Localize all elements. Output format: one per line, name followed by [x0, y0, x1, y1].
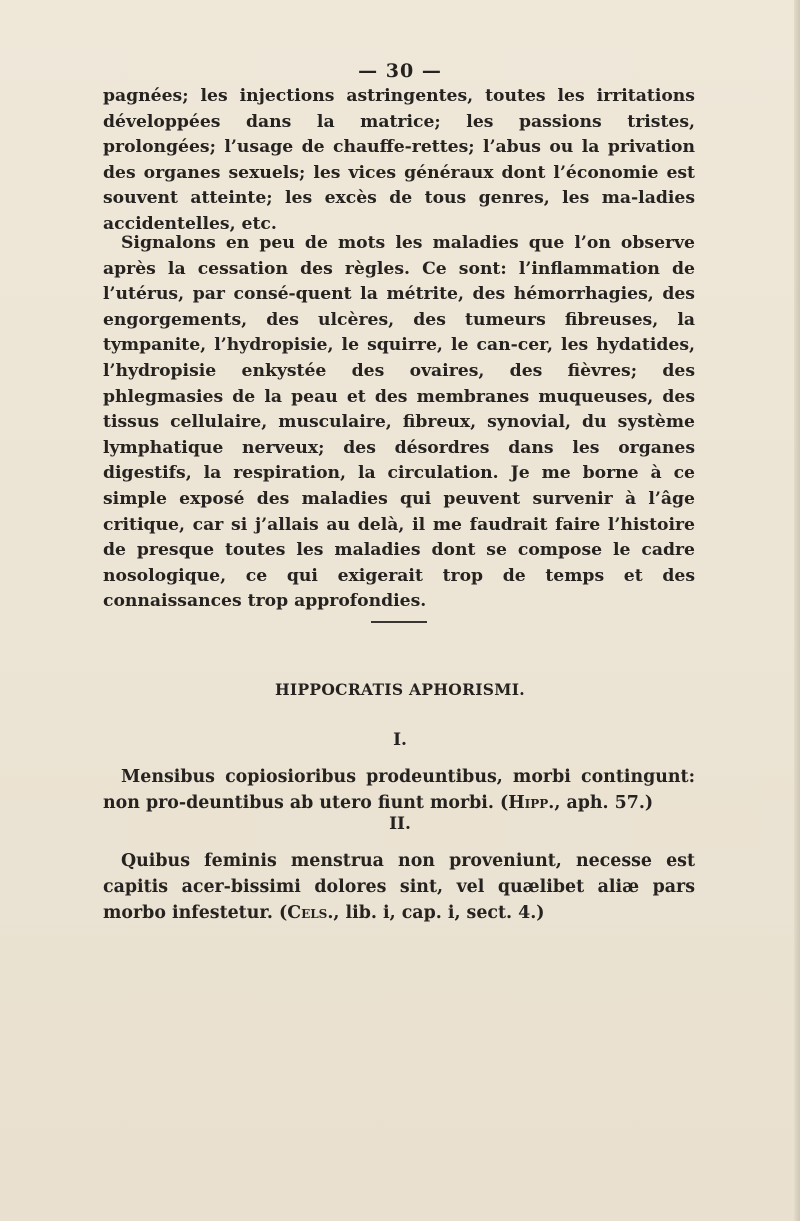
- paragraph-text: Signalons en peu de mots les maladies que l’on observe après la cessation des règles. Ce sont: l’inflammation de l’utérus, par consé-quent la métrite, des hémorrhagies, des engorgements, des ulcères, des tumeurs fibreuses, la tympanite, l’hydropisie, le squirre, le can-cer, les hydatides, l’hydropisie enkystée des ovaires, des fièvres; des phlegmasies de la peau et des membranes muqueuses, des tissus cellulaire, musculaire, fibreux, synovial, du système lymphatique nerveux; des désordres dans les organes digestifs, la respiration, la circulation. Je me borne à ce simple exposé des maladies qui peuvent survenir à l’âge critique, car si j’allais au delà, il me faudrait faire l’histoire de presque toutes les maladies dont se compose le cadre nosologique, ce qui exigerait trop de temps et des connaissances trop approfondies.: [103, 233, 695, 612]
- section-heading: HIPPOCRATIS APHORISMI.: [274, 680, 526, 699]
- aphorism-body: Mensibus copiosioribus prodeuntibus, morbi contingunt: non pro-deuntibus ab utero fiunt morbi. (: [103, 767, 695, 813]
- paragraph-text: pagnées; les injections astringentes, toutes les irritations développées dans la matrice; les passions tristes, prolongées; l’usage de chauffe-rettes; l’abus ou la privation des organes sexuels; les vices généraux dont l’économie est souvent atteinte; les excès de tous genres, les ma-ladies accidentelles, etc.: [103, 86, 695, 234]
- aphorism-text: [103, 848, 695, 926]
- citation-author: Hipp.: [508, 793, 555, 813]
- paragraph-continuation: [103, 84, 695, 238]
- citation-reference: , aph. 57.): [554, 793, 654, 813]
- aphorism-number: I.: [393, 730, 407, 750]
- paragraph-maladies: [103, 231, 695, 615]
- citation-author: Cels.: [287, 903, 334, 923]
- aphorism-text: [103, 764, 695, 816]
- aphorism-number: II.: [389, 814, 411, 834]
- section-divider-rule: [371, 621, 427, 623]
- aphorism-body: Quibus feminis menstrua non proveniunt, necesse est capitis acer-bissimi dolores sint, vel quælibet aliæ pars morbo infestetur. (: [103, 851, 695, 923]
- page-number: — 30 —: [358, 60, 442, 82]
- citation-reference: , lib. i, cap. i, sect. 4.): [333, 903, 545, 923]
- page-edge-shadow: [794, 0, 800, 1221]
